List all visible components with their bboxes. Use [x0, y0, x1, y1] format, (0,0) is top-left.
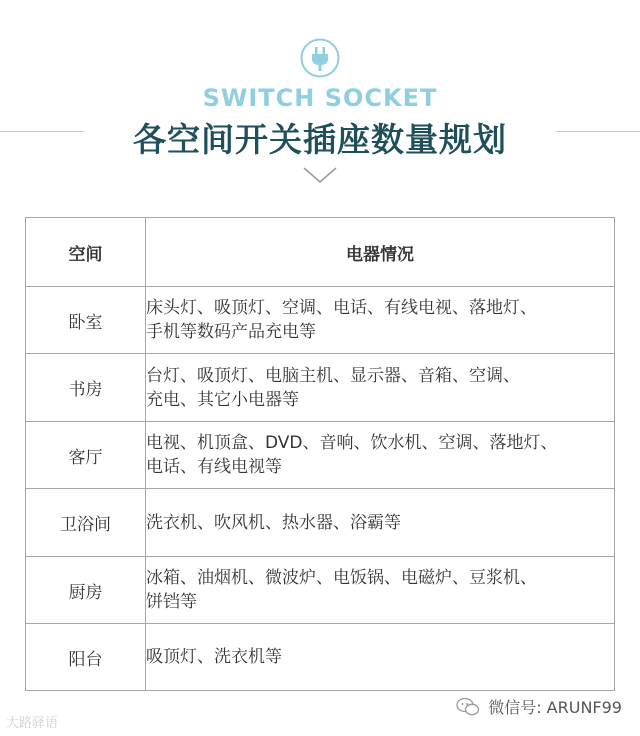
appliances-line: 吸顶灯、洗衣机等	[146, 647, 282, 667]
space-cell: 阳台	[26, 624, 146, 691]
appliances-cell	[146, 624, 615, 691]
socket-plan-table	[25, 217, 615, 691]
watermark-right	[456, 695, 622, 718]
space-cell: 厨房	[26, 557, 146, 624]
appliances-cell	[146, 422, 615, 489]
appliances-line: 台灯、吸顶灯、电脑主机、显示器、音箱、空调、	[146, 365, 520, 386]
appliances-line: 洗衣机、吹风机、热水器、浴霸等	[146, 512, 401, 533]
table-row	[26, 557, 615, 624]
appliances-cell	[146, 287, 615, 354]
appliances-line: 床头灯、吸顶灯、空调、电话、有线电视、落地灯、	[146, 298, 537, 318]
space-cell: 卧室	[26, 287, 146, 354]
appliances-line: 电话、有线电视等	[146, 457, 282, 477]
space-cell: 客厅	[26, 422, 146, 489]
plug-icon	[300, 38, 340, 78]
header-appliances: 电器情况	[146, 218, 615, 287]
table-row	[26, 624, 615, 691]
appliances-cell	[146, 489, 615, 557]
appliances-line: 电视、机顶盒、DVD、音响、饮水机、空调、落地灯、	[146, 433, 558, 453]
table-row	[26, 287, 615, 354]
wechat-id: 微信号: ARUNF99	[488, 698, 622, 717]
table-header-row	[26, 218, 615, 287]
wechat-icon	[456, 697, 480, 717]
appliances-line: 手机等数码产品充电等	[146, 322, 316, 342]
english-title: SWITCH SOCKET	[202, 84, 438, 112]
table-row	[26, 489, 615, 557]
space-cell: 卫浴间	[26, 489, 146, 557]
table-row	[26, 354, 615, 422]
space-cell: 书房	[26, 354, 146, 422]
appliances-line: 饼铛等	[146, 592, 197, 612]
appliances-cell	[146, 354, 615, 422]
page-title: 各空间开关插座数量规划	[133, 120, 507, 159]
table-row	[26, 422, 615, 489]
watermark-left: 大路驿语	[6, 716, 59, 731]
chevron-down-icon	[303, 167, 337, 183]
appliances-line: 充电、其它小电器等	[146, 389, 299, 410]
header-space: 空间	[26, 218, 146, 287]
appliances-line: 冰箱、油烟机、微波炉、电饭锅、电磁炉、豆浆机、	[146, 568, 537, 588]
appliances-cell	[146, 557, 615, 624]
